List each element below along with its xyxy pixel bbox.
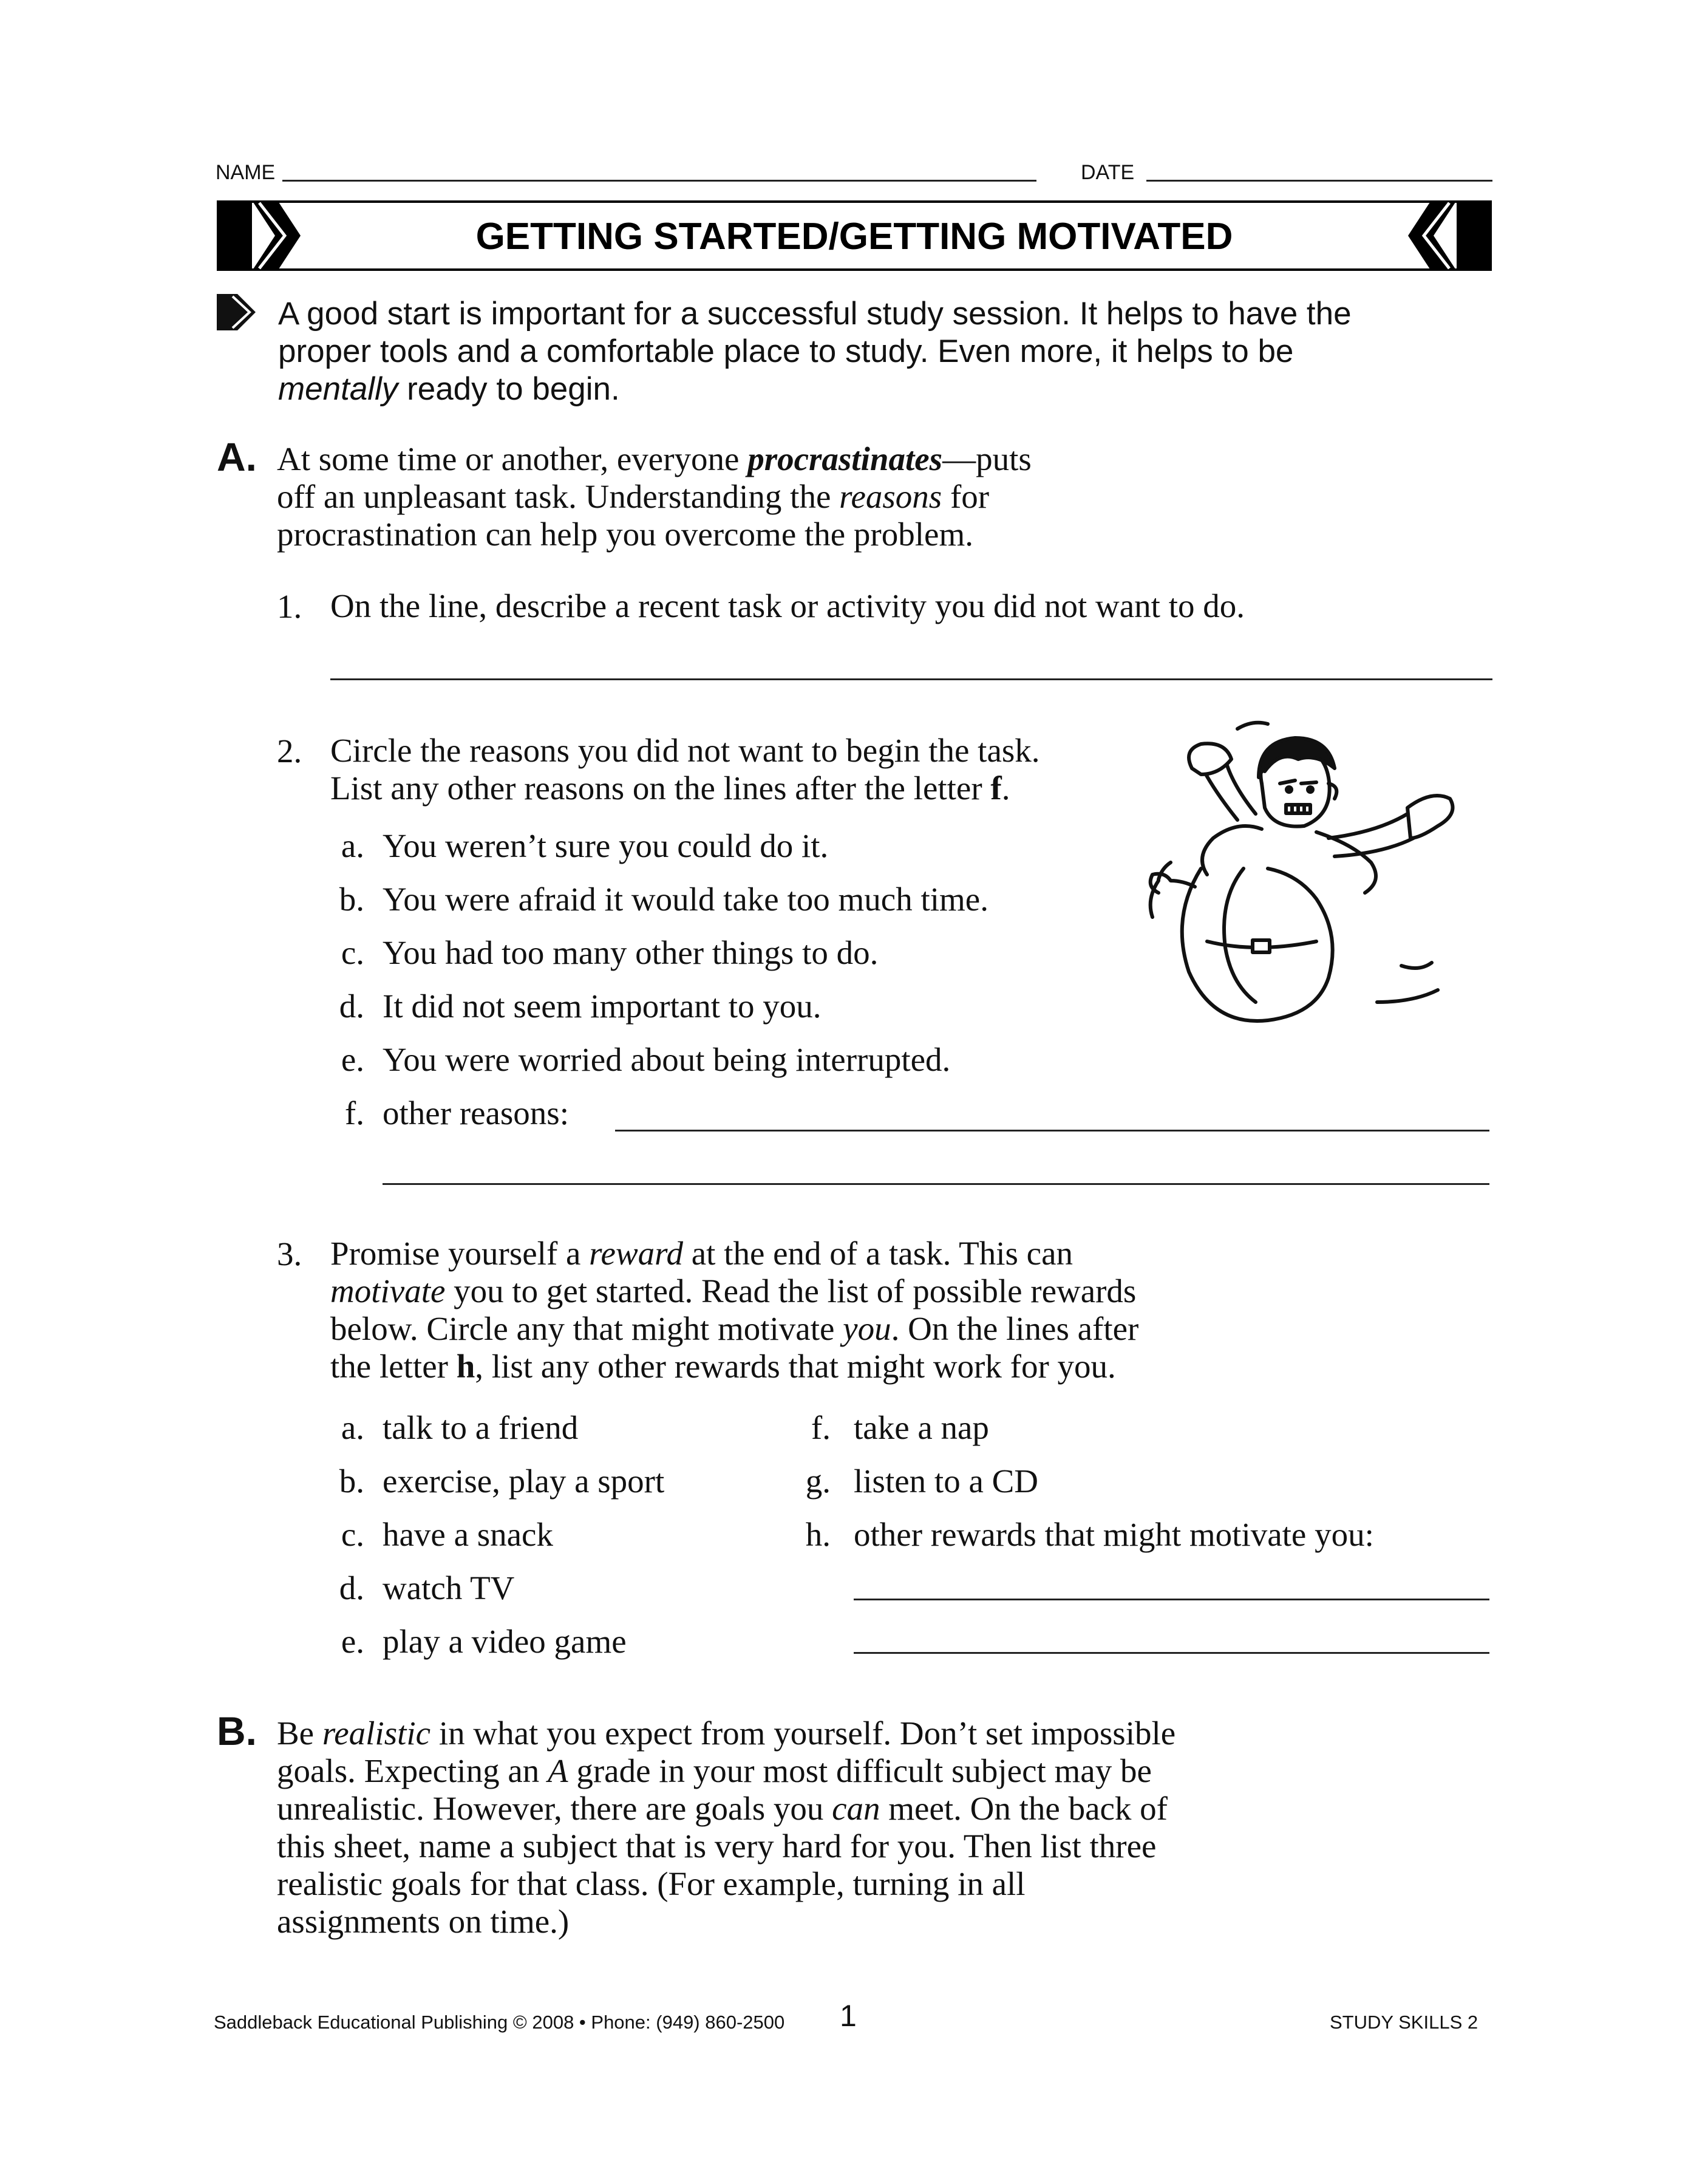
item-text: play a video game xyxy=(383,1623,627,1660)
question-2-line-1: Circle the reasons you did not want to begin the task. xyxy=(330,732,1040,769)
list-item-other xyxy=(330,1094,569,1132)
section-a-line-2 xyxy=(277,478,1491,516)
q3-l4-post: , list any other rewards that might work for you. xyxy=(475,1348,1116,1385)
item-text: have a snack xyxy=(383,1516,553,1553)
section-b-l2-pre: goals. Expecting an xyxy=(277,1752,548,1789)
item-label: e. xyxy=(341,1041,364,1078)
keyword-a-grade: A xyxy=(548,1752,568,1789)
item-label: d. xyxy=(339,1569,364,1606)
question-3-line-3 xyxy=(330,1310,1484,1348)
question-3-line-2 xyxy=(330,1272,1484,1310)
footer-series: STUDY SKILLS 2 xyxy=(1330,2012,1478,2033)
item-label: b. xyxy=(339,881,364,918)
keyword-procrastinates: procrastinates xyxy=(747,440,943,477)
item-text: listen to a CD xyxy=(854,1463,1039,1500)
section-b-paragraph xyxy=(277,1715,1491,1940)
section-b-l1-pre: Be xyxy=(277,1715,322,1752)
name-label: NAME xyxy=(216,161,276,184)
list-item[interactable] xyxy=(330,1409,578,1447)
item-label: f. xyxy=(344,1094,364,1131)
item-label: c. xyxy=(341,1516,364,1553)
section-a-letter: A. xyxy=(217,434,257,479)
section-b-line-5: realistic goals for that class. (For example, turning in all xyxy=(277,1865,1026,1902)
intro-emphasis: mentally xyxy=(278,371,398,407)
item-label: f. xyxy=(811,1409,831,1446)
list-item[interactable] xyxy=(330,1623,627,1661)
item-text: watch TV xyxy=(383,1569,515,1606)
keyword-motivate: motivate xyxy=(330,1272,446,1309)
section-b-letter: B. xyxy=(217,1708,257,1753)
question-2-line-2 xyxy=(330,770,1040,807)
question-3-number: 3. xyxy=(277,1235,302,1272)
section-b-line-6: assignments on time.) xyxy=(277,1903,570,1940)
keyword-you: you xyxy=(843,1310,891,1347)
item-text: You weren’t sure you could do it. xyxy=(383,827,829,864)
list-item[interactable] xyxy=(330,1463,664,1500)
keyword-can: can xyxy=(832,1790,880,1827)
item-text: You were worried about being interrupted. xyxy=(383,1041,951,1078)
q3-l2-post: you to get started. Read the list of possible rewards xyxy=(445,1272,1137,1309)
question-1-number: 1. xyxy=(277,588,302,625)
list-item[interactable] xyxy=(330,1041,950,1079)
name-field[interactable] xyxy=(282,180,1036,182)
item-label: a. xyxy=(341,827,364,864)
question-3-letter-h: h xyxy=(456,1348,475,1385)
other-rewards-line-2[interactable] xyxy=(854,1652,1489,1654)
item-text: You were afraid it would take too much time. xyxy=(383,881,988,918)
section-a-l2-pre: off an unpleasant task. Understanding the xyxy=(277,478,840,515)
section-b-l1-post: in what you expect from yourself. Don’t set impossible xyxy=(430,1715,1176,1752)
list-item[interactable] xyxy=(789,1463,1038,1500)
page-number: 1 xyxy=(840,1999,857,2033)
page-title: GETTING STARTED/GETTING MOTIVATED xyxy=(475,216,1233,258)
section-a-l1-pre: At some time or another, everyone xyxy=(277,440,748,477)
section-a-line-1 xyxy=(277,440,1491,478)
item-label: g. xyxy=(805,1463,831,1500)
question-2-line-2-pre: List any other reasons on the lines after the letter xyxy=(330,770,991,807)
list-item[interactable] xyxy=(330,827,828,865)
item-label: c. xyxy=(341,934,364,971)
item-text: It did not seem important to you. xyxy=(383,988,822,1025)
item-text: take a nap xyxy=(854,1409,989,1446)
section-b-l2-post: grade in your most difficult subject may be xyxy=(568,1752,1152,1789)
list-item[interactable] xyxy=(789,1409,989,1447)
q3-l3-pre: below. Circle any that might motivate xyxy=(330,1310,843,1347)
other-rewards-line-1[interactable] xyxy=(854,1599,1489,1600)
question-2-number: 2. xyxy=(277,732,302,770)
section-a-intro xyxy=(277,440,1491,553)
keyword-reasons: reasons xyxy=(839,478,942,515)
question-3-line-4 xyxy=(330,1348,1484,1385)
section-b-l3-post: meet. On the back of xyxy=(880,1790,1168,1827)
list-item[interactable] xyxy=(330,1516,553,1554)
question-1-answer-line[interactable] xyxy=(330,678,1492,680)
item-label: b. xyxy=(339,1463,364,1500)
section-b-line-1 xyxy=(277,1715,1491,1752)
section-a-l1-post: —puts xyxy=(942,440,1032,477)
intro-line-2: proper tools and a comfortable place to study. Even more, it helps to be xyxy=(278,333,1294,369)
q3-l1-pre: Promise yourself a xyxy=(330,1235,590,1272)
section-a-line-3: procrastination can help you overcome the problem. xyxy=(277,516,973,553)
arrow-bullet-icon xyxy=(217,294,257,330)
other-reasons-line-2[interactable] xyxy=(383,1183,1489,1185)
item-label: e. xyxy=(341,1623,364,1660)
date-field[interactable] xyxy=(1146,180,1492,182)
other-reasons-line-1[interactable] xyxy=(615,1130,1489,1131)
question-3-line-1 xyxy=(330,1235,1484,1272)
question-2-line-2-post: . xyxy=(1001,770,1010,807)
q3-l4-pre: the letter xyxy=(330,1348,457,1385)
list-item[interactable] xyxy=(330,988,822,1025)
section-b-line-3 xyxy=(277,1790,1491,1828)
footer-publisher: Saddleback Educational Publishing © 2008 • Phone: (949) 860-2500 xyxy=(214,2012,785,2033)
q3-l3-post: . On the lines after xyxy=(891,1310,1139,1347)
title-banner xyxy=(217,200,1492,271)
item-text: other reasons: xyxy=(383,1094,569,1131)
procrastinating-man-illustration xyxy=(1134,717,1492,1033)
keyword-reward: reward xyxy=(589,1235,683,1272)
intro-line-1: A good start is important for a successful study session. It helps to have the xyxy=(278,296,1352,332)
item-text: exercise, play a sport xyxy=(383,1463,665,1500)
question-2-prompt xyxy=(330,732,1040,807)
item-text: You had too many other things to do. xyxy=(383,934,879,971)
section-a-l2-post: for xyxy=(942,478,990,515)
section-b-line-2 xyxy=(277,1752,1491,1790)
intro-line-3 xyxy=(278,370,1492,408)
date-label: DATE xyxy=(1081,161,1135,184)
section-b-l3-pre: unrealistic. However, there are goals you xyxy=(277,1790,832,1827)
item-text: talk to a friend xyxy=(383,1409,579,1446)
item-label: h. xyxy=(805,1516,831,1553)
list-item[interactable] xyxy=(330,1569,514,1607)
list-item[interactable] xyxy=(330,934,878,972)
item-label: d. xyxy=(339,988,364,1025)
keyword-realistic: realistic xyxy=(322,1715,431,1752)
list-item-other xyxy=(789,1516,1374,1554)
q3-l1-post: at the end of a task. This can xyxy=(683,1235,1073,1272)
name-date-row xyxy=(0,159,1708,189)
question-3-prompt xyxy=(330,1235,1484,1385)
intro-line-3-rest: ready to begin. xyxy=(398,371,620,407)
question-1-text: On the line, describe a recent task or activity you did not want to do. xyxy=(330,587,1245,624)
item-text: other rewards that might motivate you: xyxy=(854,1516,1374,1553)
section-b-line-4: this sheet, name a subject that is very hard for you. Then list three xyxy=(277,1828,1157,1865)
item-label: a. xyxy=(341,1409,364,1446)
list-item[interactable] xyxy=(330,881,988,918)
intro-paragraph xyxy=(278,295,1492,408)
question-2-letter-f: f xyxy=(990,770,1002,807)
